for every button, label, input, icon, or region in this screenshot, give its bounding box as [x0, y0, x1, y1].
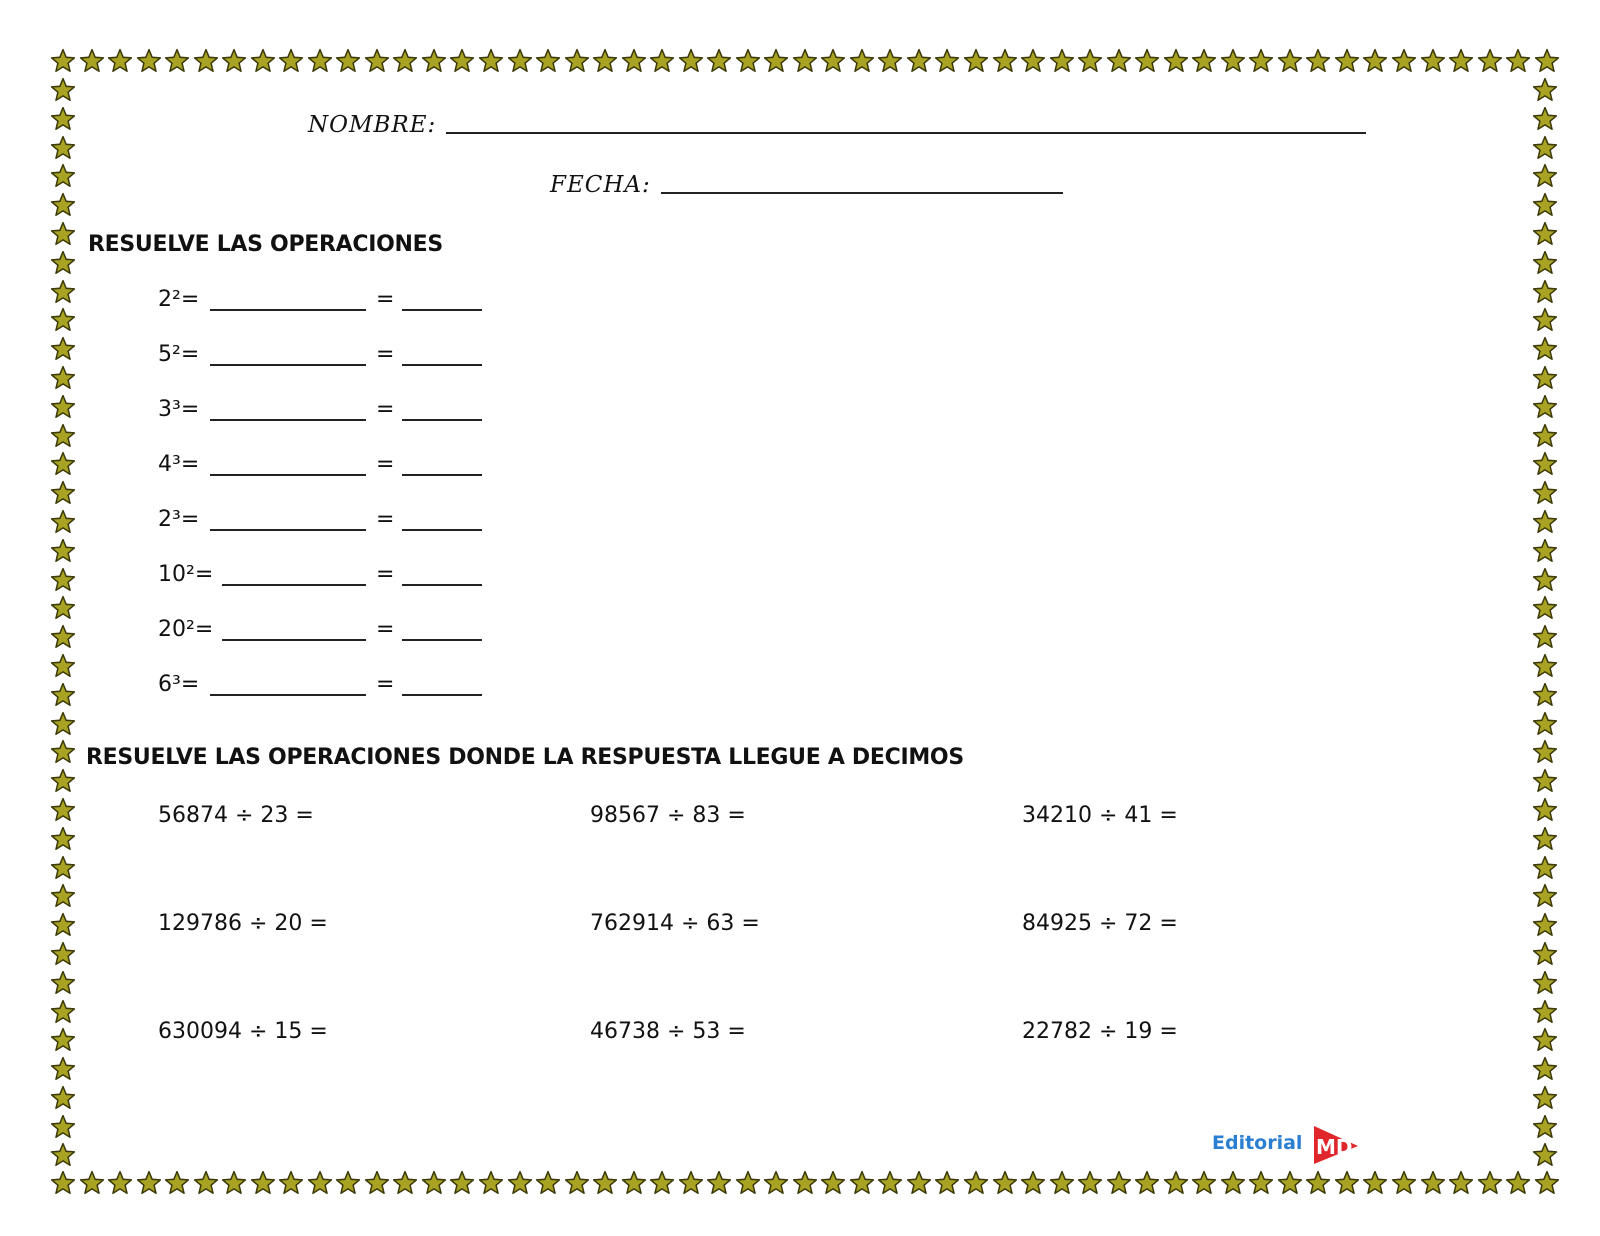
star-icon	[1163, 1170, 1189, 1196]
star-icon	[136, 1170, 162, 1196]
star-icon	[392, 48, 418, 74]
star-icon	[50, 653, 76, 679]
equals-sign: =	[376, 617, 395, 642]
star-icon	[50, 1142, 76, 1168]
star-icon	[1134, 1170, 1160, 1196]
star-icon	[449, 1170, 475, 1196]
star-icon	[1477, 48, 1503, 74]
star-icon	[706, 48, 732, 74]
star-icon	[79, 48, 105, 74]
equals-sign: =	[376, 562, 395, 587]
star-icon	[535, 1170, 561, 1196]
star-border-right	[1532, 77, 1560, 1169]
work-blank-line[interactable]	[210, 309, 366, 311]
star-icon	[1248, 1170, 1274, 1196]
power-expression: 2³=	[158, 507, 200, 532]
star-icon	[992, 1170, 1018, 1196]
star-icon	[906, 48, 932, 74]
star-icon	[1532, 509, 1558, 535]
power-expression: 20²=	[158, 617, 214, 642]
star-icon	[1163, 48, 1189, 74]
nombre-blank-line[interactable]	[446, 132, 1366, 134]
star-icon	[193, 48, 219, 74]
star-icon	[564, 1170, 590, 1196]
star-icon	[1532, 682, 1558, 708]
star-icon	[1305, 1170, 1331, 1196]
answer-blank-line[interactable]	[402, 529, 482, 531]
star-icon	[50, 1170, 76, 1196]
star-icon	[792, 48, 818, 74]
division-exercise: 22782 ÷ 19 =	[1022, 1019, 1178, 1044]
star-icon	[1020, 48, 1046, 74]
star-icon	[1305, 48, 1331, 74]
star-icon	[1532, 480, 1558, 506]
answer-blank-line[interactable]	[402, 419, 482, 421]
division-row	[158, 1019, 1458, 1127]
star-icon	[1532, 711, 1558, 737]
star-icon	[50, 538, 76, 564]
star-icon	[1532, 595, 1558, 621]
star-icon	[193, 1170, 219, 1196]
star-border-bottom	[50, 1170, 1560, 1198]
division-exercise: 84925 ÷ 72 =	[1022, 911, 1178, 936]
star-icon	[50, 423, 76, 449]
division-exercise: 129786 ÷ 20 =	[158, 911, 328, 936]
star-icon	[50, 250, 76, 276]
star-icon	[1106, 1170, 1132, 1196]
section-2-heading: RESUELVE LAS OPERACIONES DONDE LA RESPUESTA LLEGUE A DECIMOS	[86, 745, 964, 770]
star-icon	[50, 307, 76, 333]
star-icon	[1532, 912, 1558, 938]
star-icon	[221, 1170, 247, 1196]
star-icon	[1077, 48, 1103, 74]
answer-blank-line[interactable]	[402, 309, 482, 311]
nombre-label: NOMBRE:	[308, 112, 437, 138]
star-icon	[50, 163, 76, 189]
answer-blank-line[interactable]	[402, 639, 482, 641]
answer-blank-line[interactable]	[402, 474, 482, 476]
division-exercise: 34210 ÷ 41 =	[1022, 803, 1178, 828]
star-icon	[1420, 48, 1446, 74]
star-icon	[1334, 48, 1360, 74]
star-icon	[1191, 1170, 1217, 1196]
star-icon	[1532, 1027, 1558, 1053]
star-icon	[392, 1170, 418, 1196]
star-icon	[1532, 883, 1558, 909]
star-icon	[50, 970, 76, 996]
star-icon	[1191, 48, 1217, 74]
star-icon	[1532, 423, 1558, 449]
star-icon	[963, 1170, 989, 1196]
equals-sign: =	[376, 287, 395, 312]
star-icon	[1532, 394, 1558, 420]
logo-text: Editorial	[1212, 1132, 1303, 1154]
star-icon	[763, 1170, 789, 1196]
star-icon	[1534, 48, 1560, 74]
star-icon	[79, 1170, 105, 1196]
division-row	[158, 803, 1458, 911]
star-icon	[1077, 1170, 1103, 1196]
star-icon	[136, 48, 162, 74]
work-blank-line[interactable]	[222, 639, 366, 641]
star-icon	[307, 1170, 333, 1196]
star-icon	[50, 336, 76, 362]
star-icon	[335, 48, 361, 74]
star-icon	[1532, 739, 1558, 765]
division-exercise: 630094 ÷ 15 =	[158, 1019, 328, 1044]
star-icon	[107, 48, 133, 74]
star-icon	[1049, 1170, 1075, 1196]
star-icon	[1534, 1170, 1560, 1196]
star-icon	[507, 48, 533, 74]
answer-blank-line[interactable]	[402, 694, 482, 696]
star-icon	[50, 999, 76, 1025]
star-icon	[1532, 163, 1558, 189]
star-icon	[1448, 48, 1474, 74]
star-icon	[50, 451, 76, 477]
editorial-md-logo	[1212, 1120, 1362, 1166]
star-icon	[221, 48, 247, 74]
star-icon	[678, 48, 704, 74]
star-icon	[50, 106, 76, 132]
star-icon	[50, 567, 76, 593]
star-icon	[1532, 538, 1558, 564]
star-icon	[507, 1170, 533, 1196]
star-icon	[1532, 307, 1558, 333]
star-icon	[1277, 1170, 1303, 1196]
section-1-heading: RESUELVE LAS OPERACIONES	[88, 232, 443, 257]
star-icon	[564, 48, 590, 74]
star-icon	[1334, 1170, 1360, 1196]
star-icon	[1532, 855, 1558, 881]
division-exercise: 762914 ÷ 63 =	[590, 911, 760, 936]
answer-blank-line[interactable]	[402, 584, 482, 586]
star-icon	[50, 826, 76, 852]
star-icon	[50, 365, 76, 391]
star-icon	[250, 1170, 276, 1196]
star-icon	[1505, 1170, 1531, 1196]
equals-sign: =	[376, 342, 395, 367]
star-icon	[877, 1170, 903, 1196]
star-icon	[649, 1170, 675, 1196]
star-icon	[1248, 48, 1274, 74]
work-blank-line[interactable]	[210, 529, 366, 531]
star-icon	[50, 1056, 76, 1082]
star-icon	[649, 48, 675, 74]
star-icon	[50, 739, 76, 765]
star-icon	[50, 221, 76, 247]
star-icon	[1532, 1142, 1558, 1168]
star-icon	[678, 1170, 704, 1196]
star-icon	[1505, 48, 1531, 74]
star-icon	[621, 48, 647, 74]
star-icon	[478, 1170, 504, 1196]
star-icon	[735, 48, 761, 74]
star-icon	[1532, 192, 1558, 218]
division-grid	[158, 803, 1458, 1127]
star-icon	[50, 1027, 76, 1053]
star-icon	[307, 48, 333, 74]
star-icon	[1106, 48, 1132, 74]
star-icon	[1532, 1085, 1558, 1111]
star-icon	[1532, 135, 1558, 161]
star-icon	[1532, 365, 1558, 391]
fecha-field[interactable]	[550, 172, 1063, 198]
star-icon	[934, 48, 960, 74]
work-blank-line[interactable]	[210, 474, 366, 476]
star-icon	[1532, 336, 1558, 362]
star-icon	[934, 1170, 960, 1196]
star-icon	[164, 48, 190, 74]
star-icon	[1532, 221, 1558, 247]
nombre-field[interactable]	[308, 112, 1366, 138]
star-icon	[1532, 941, 1558, 967]
star-icon	[1532, 451, 1558, 477]
star-icon	[1532, 999, 1558, 1025]
star-icon	[1532, 1114, 1558, 1140]
star-icon	[1448, 1170, 1474, 1196]
star-icon	[1532, 77, 1558, 103]
work-blank-line[interactable]	[222, 584, 366, 586]
star-icon	[50, 77, 76, 103]
power-expression: 2²=	[158, 287, 200, 312]
star-icon	[50, 595, 76, 621]
star-icon	[50, 711, 76, 737]
star-icon	[50, 135, 76, 161]
star-icon	[1532, 250, 1558, 276]
star-icon	[364, 48, 390, 74]
svg-text:MD: MD	[1316, 1135, 1353, 1159]
star-icon	[250, 48, 276, 74]
star-icon	[1020, 1170, 1046, 1196]
star-icon	[1391, 48, 1417, 74]
star-icon	[849, 48, 875, 74]
star-icon	[364, 1170, 390, 1196]
star-icon	[1220, 1170, 1246, 1196]
power-expression: 6³=	[158, 672, 200, 697]
star-icon	[50, 48, 76, 74]
star-icon	[992, 48, 1018, 74]
star-icon	[50, 797, 76, 823]
star-icon	[1220, 48, 1246, 74]
star-icon	[50, 1085, 76, 1111]
star-icon	[792, 1170, 818, 1196]
star-icon	[1532, 797, 1558, 823]
star-icon	[1362, 48, 1388, 74]
star-icon	[478, 48, 504, 74]
star-icon	[1532, 826, 1558, 852]
equals-sign: =	[376, 507, 395, 532]
star-icon	[50, 883, 76, 909]
power-expression: 10²=	[158, 562, 214, 587]
star-icon	[50, 682, 76, 708]
star-icon	[50, 768, 76, 794]
power-expression: 5²=	[158, 342, 200, 367]
division-exercise: 46738 ÷ 53 =	[590, 1019, 746, 1044]
star-icon	[1532, 1056, 1558, 1082]
star-icon	[820, 1170, 846, 1196]
star-icon	[50, 192, 76, 218]
star-icon	[621, 1170, 647, 1196]
star-icon	[963, 48, 989, 74]
star-icon	[706, 1170, 732, 1196]
star-icon	[1134, 48, 1160, 74]
star-icon	[849, 1170, 875, 1196]
star-icon	[592, 1170, 618, 1196]
fecha-blank-line[interactable]	[661, 192, 1063, 194]
star-icon	[735, 1170, 761, 1196]
fecha-label: FECHA:	[550, 172, 651, 198]
answer-blank-line[interactable]	[402, 364, 482, 366]
star-icon	[278, 1170, 304, 1196]
star-icon	[1049, 48, 1075, 74]
star-icon	[164, 1170, 190, 1196]
star-icon	[535, 48, 561, 74]
star-icon	[1277, 48, 1303, 74]
star-icon	[50, 941, 76, 967]
star-icon	[335, 1170, 361, 1196]
work-blank-line[interactable]	[210, 364, 366, 366]
star-icon	[421, 1170, 447, 1196]
star-icon	[763, 48, 789, 74]
power-expression: 3³=	[158, 397, 200, 422]
star-icon	[421, 48, 447, 74]
star-icon	[877, 48, 903, 74]
star-icon	[1391, 1170, 1417, 1196]
star-icon	[50, 509, 76, 535]
star-icon	[592, 48, 618, 74]
star-icon	[1532, 106, 1558, 132]
star-icon	[449, 48, 475, 74]
md-logo-icon	[1306, 1120, 1362, 1166]
equals-sign: =	[376, 672, 395, 697]
star-icon	[50, 855, 76, 881]
star-icon	[820, 48, 846, 74]
star-icon	[1532, 567, 1558, 593]
star-icon	[50, 1114, 76, 1140]
star-icon	[50, 279, 76, 305]
star-icon	[1532, 624, 1558, 650]
star-border-top	[50, 48, 1560, 76]
star-icon	[906, 1170, 932, 1196]
star-icon	[1532, 653, 1558, 679]
division-exercise: 98567 ÷ 83 =	[590, 803, 746, 828]
star-icon	[278, 48, 304, 74]
star-border-left	[50, 77, 78, 1169]
power-expression: 4³=	[158, 452, 200, 477]
star-icon	[1532, 970, 1558, 996]
division-exercise: 56874 ÷ 23 =	[158, 803, 314, 828]
star-icon	[1532, 279, 1558, 305]
star-icon	[1362, 1170, 1388, 1196]
star-icon	[50, 912, 76, 938]
star-icon	[50, 480, 76, 506]
star-icon	[1532, 768, 1558, 794]
division-row	[158, 911, 1458, 1019]
equals-sign: =	[376, 397, 395, 422]
star-icon	[50, 394, 76, 420]
star-icon	[50, 624, 76, 650]
equals-sign: =	[376, 452, 395, 477]
star-icon	[107, 1170, 133, 1196]
work-blank-line[interactable]	[210, 694, 366, 696]
work-blank-line[interactable]	[210, 419, 366, 421]
star-icon	[1420, 1170, 1446, 1196]
star-icon	[1477, 1170, 1503, 1196]
